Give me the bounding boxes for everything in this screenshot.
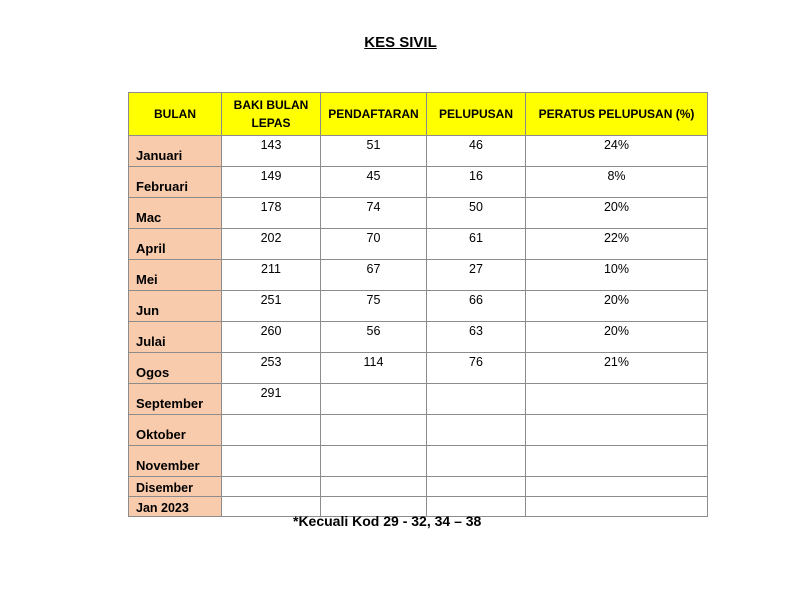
pendaftaran-cell [321,415,427,446]
pendaftaran-cell [321,477,427,497]
pelupusan-cell: 16 [427,167,526,198]
baki-cell [222,477,321,497]
pelupusan-cell [427,477,526,497]
month-cell: Jan 2023 [129,497,222,517]
baki-cell: 149 [222,167,321,198]
peratus-cell: 21% [526,353,708,384]
header-pelupusan: PELUPUSAN [427,93,526,136]
table-row [129,477,708,497]
peratus-cell: 20% [526,291,708,322]
pendaftaran-cell: 75 [321,291,427,322]
header-bulan: BULAN [129,93,222,136]
month-cell: Oktober [129,415,222,446]
table-row [129,415,708,446]
baki-cell: 178 [222,198,321,229]
baki-cell: 251 [222,291,321,322]
baki-cell [222,415,321,446]
month-cell: Disember [129,477,222,497]
header-peratus-pelupusan: PERATUS PELUPUSAN (%) [526,93,708,136]
header-row [129,93,708,136]
baki-cell: 260 [222,322,321,353]
baki-cell: 253 [222,353,321,384]
kes-sivil-table [128,92,708,517]
pelupusan-cell: 66 [427,291,526,322]
page-title: KES SIVIL [364,34,437,51]
pelupusan-cell [427,415,526,446]
table-row [129,229,708,260]
pelupusan-cell: 46 [427,136,526,167]
header-pendaftaran: PENDAFTARAN [321,93,427,136]
table-row [129,260,708,291]
pelupusan-cell: 27 [427,260,526,291]
month-cell: Januari [129,136,222,167]
table-row [129,198,708,229]
table-row [129,384,708,415]
table-row [129,353,708,384]
peratus-cell [526,446,708,477]
peratus-cell: 10% [526,260,708,291]
pelupusan-cell: 63 [427,322,526,353]
peratus-cell: 24% [526,136,708,167]
pendaftaran-cell: 74 [321,198,427,229]
pendaftaran-cell [321,384,427,415]
pelupusan-cell [427,384,526,415]
pendaftaran-cell: 67 [321,260,427,291]
peratus-cell: 22% [526,229,708,260]
month-cell: Mei [129,260,222,291]
peratus-cell [526,497,708,517]
pendaftaran-cell: 114 [321,353,427,384]
month-cell: April [129,229,222,260]
baki-cell [222,446,321,477]
month-cell: Ogos [129,353,222,384]
baki-cell: 211 [222,260,321,291]
peratus-cell [526,477,708,497]
table-row [129,136,708,167]
baki-cell: 202 [222,229,321,260]
pendaftaran-cell [321,446,427,477]
peratus-cell [526,415,708,446]
month-cell: September [129,384,222,415]
table-row [129,446,708,477]
peratus-cell: 8% [526,167,708,198]
header-baki-bulan-lepas: BAKI BULAN LEPAS [222,93,321,136]
table-row [129,291,708,322]
pelupusan-cell: 76 [427,353,526,384]
month-cell: Jun [129,291,222,322]
month-cell: November [129,446,222,477]
pelupusan-cell [427,446,526,477]
month-cell: Julai [129,322,222,353]
pendaftaran-cell: 45 [321,167,427,198]
peratus-cell [526,384,708,415]
pelupusan-cell: 61 [427,229,526,260]
baki-cell: 143 [222,136,321,167]
peratus-cell: 20% [526,322,708,353]
month-cell: Mac [129,198,222,229]
month-cell: Februari [129,167,222,198]
table-row [129,322,708,353]
pendaftaran-cell: 56 [321,322,427,353]
table-row [129,167,708,198]
baki-cell: 291 [222,384,321,415]
footnote: *Kecuali Kod 29 - 32, 34 – 38 [293,513,482,529]
pelupusan-cell: 50 [427,198,526,229]
pendaftaran-cell: 70 [321,229,427,260]
pendaftaran-cell: 51 [321,136,427,167]
peratus-cell: 20% [526,198,708,229]
